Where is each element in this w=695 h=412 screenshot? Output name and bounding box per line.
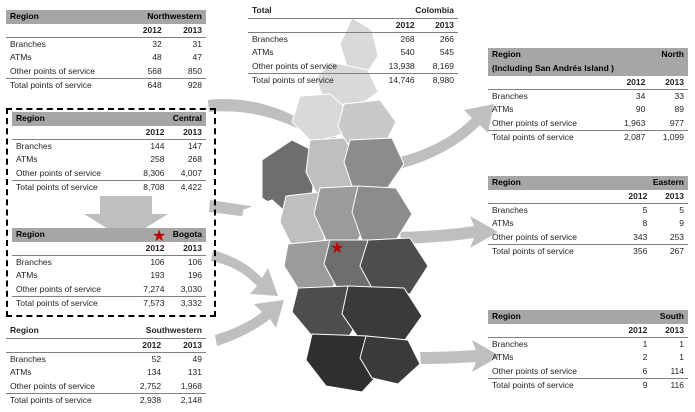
table-row: Branches 268 266 <box>252 34 454 45</box>
table-year-row <box>488 324 688 338</box>
table-header-row <box>6 324 206 339</box>
table-row: Branches 106 106 <box>16 257 202 268</box>
table-header-row <box>488 310 688 324</box>
table-row: ATMs 258 268 <box>16 154 202 165</box>
year-2013: 2013 <box>166 24 206 38</box>
table-subheader-row <box>488 62 688 76</box>
table-row: Branches 52 49 <box>10 354 202 365</box>
table-row: ATMs 540 545 <box>252 47 454 58</box>
header-region-name: North <box>611 48 688 62</box>
table-year-row <box>12 242 206 256</box>
header-country-name: Colombia <box>373 4 458 19</box>
header-region-label: Region <box>488 48 611 62</box>
table-header-row <box>12 112 206 126</box>
header-region-name: Northwestern <box>125 10 206 24</box>
header-total-label: Total <box>248 4 373 19</box>
table-row: Other points of service 6 114 <box>492 365 684 376</box>
year-2013: 2013 <box>649 76 688 90</box>
table-south <box>488 310 688 392</box>
table-row: ATMs 134 131 <box>10 367 202 378</box>
table-header-row <box>488 176 688 190</box>
year-2012: 2012 <box>131 242 168 256</box>
table-row-total: Total points of service 2,938 2,148 <box>6 393 206 407</box>
table-year-row <box>6 24 206 38</box>
year-2013: 2013 <box>165 339 206 353</box>
header-region-label: Region <box>12 228 131 242</box>
table-row-total: Total points of service 8,708 4,422 <box>12 180 206 194</box>
table-year-row <box>12 126 206 140</box>
year-2012: 2012 <box>615 190 652 204</box>
table-row: ATMs 2 1 <box>492 352 684 363</box>
table-row: ATMs 193 196 <box>16 270 202 281</box>
table-year-row <box>6 339 206 353</box>
table-row: Branches 34 33 <box>492 91 684 102</box>
table-header-row <box>248 4 458 19</box>
year-2012: 2012 <box>125 24 165 38</box>
table-row-total: Total points of service 14,746 8,980 <box>248 73 458 87</box>
table-southwestern <box>6 324 206 407</box>
table-row: Other points of service 343 253 <box>492 231 684 242</box>
table-total-colombia <box>248 4 458 87</box>
table-north <box>488 48 688 144</box>
table-row-total: Total points of service 9 116 <box>488 378 688 392</box>
table-row: Other points of service 8,306 4,007 <box>16 167 202 178</box>
table-header-row <box>12 228 206 242</box>
table-row: Other points of service 13,938 8,169 <box>252 60 454 71</box>
header-region-label: Region <box>6 324 124 339</box>
header-region-label: Region <box>488 176 615 190</box>
table-row-total: Total points of service 648 928 <box>6 78 206 92</box>
table-row: Branches 5 5 <box>492 205 684 216</box>
header-region-name: Central <box>131 112 206 126</box>
table-bogota <box>12 228 206 310</box>
header-region-name: Eastern <box>615 176 688 190</box>
table-central <box>12 112 206 194</box>
table-header-row <box>6 10 206 24</box>
bogota-map-star-icon: ★ <box>330 240 345 257</box>
header-region-label: Region <box>12 112 131 126</box>
year-2012: 2012 <box>373 19 419 33</box>
header-region-sub: (Including San Andrés Island ) <box>488 62 688 76</box>
table-row: Other points of service 2,752 1,968 <box>10 380 202 391</box>
table-header-row <box>488 48 688 62</box>
table-row: Branches 32 31 <box>10 39 202 50</box>
bogota-table-star-icon: ★ <box>152 228 167 245</box>
table-row-total: Total points of service 2,087 1,099 <box>488 130 688 144</box>
table-row: Other points of service 568 850 <box>10 65 202 76</box>
header-region-name: Bogota <box>131 228 206 242</box>
table-year-row <box>488 76 688 90</box>
header-region-name: Southwestern <box>124 324 206 339</box>
table-row: ATMs 90 89 <box>492 104 684 115</box>
table-northwestern <box>6 10 206 92</box>
table-row: Other points of service 7,274 3,030 <box>16 283 202 294</box>
table-row-total: Total points of service 7,573 3,332 <box>12 296 206 310</box>
year-2013: 2013 <box>651 324 688 338</box>
table-year-row <box>488 190 688 204</box>
year-2012: 2012 <box>615 324 652 338</box>
year-2013: 2013 <box>419 19 458 33</box>
year-2012: 2012 <box>131 126 168 140</box>
header-region-name: South <box>615 310 688 324</box>
year-2012: 2012 <box>611 76 650 90</box>
table-row: Branches 144 147 <box>16 141 202 152</box>
table-row-total: Total points of service 356 267 <box>488 244 688 258</box>
year-2012: 2012 <box>124 339 165 353</box>
table-year-row <box>248 19 458 33</box>
year-2013: 2013 <box>169 242 206 256</box>
table-row: Branches 1 1 <box>492 339 684 350</box>
year-2013: 2013 <box>651 190 688 204</box>
header-region-label: Region <box>488 310 615 324</box>
year-2013: 2013 <box>169 126 206 140</box>
table-row: ATMs 8 9 <box>492 218 684 229</box>
table-row: Other points of service 1,963 977 <box>492 117 684 128</box>
table-row: ATMs 48 47 <box>10 52 202 63</box>
table-eastern <box>488 176 688 258</box>
header-region-label: Region <box>6 10 125 24</box>
